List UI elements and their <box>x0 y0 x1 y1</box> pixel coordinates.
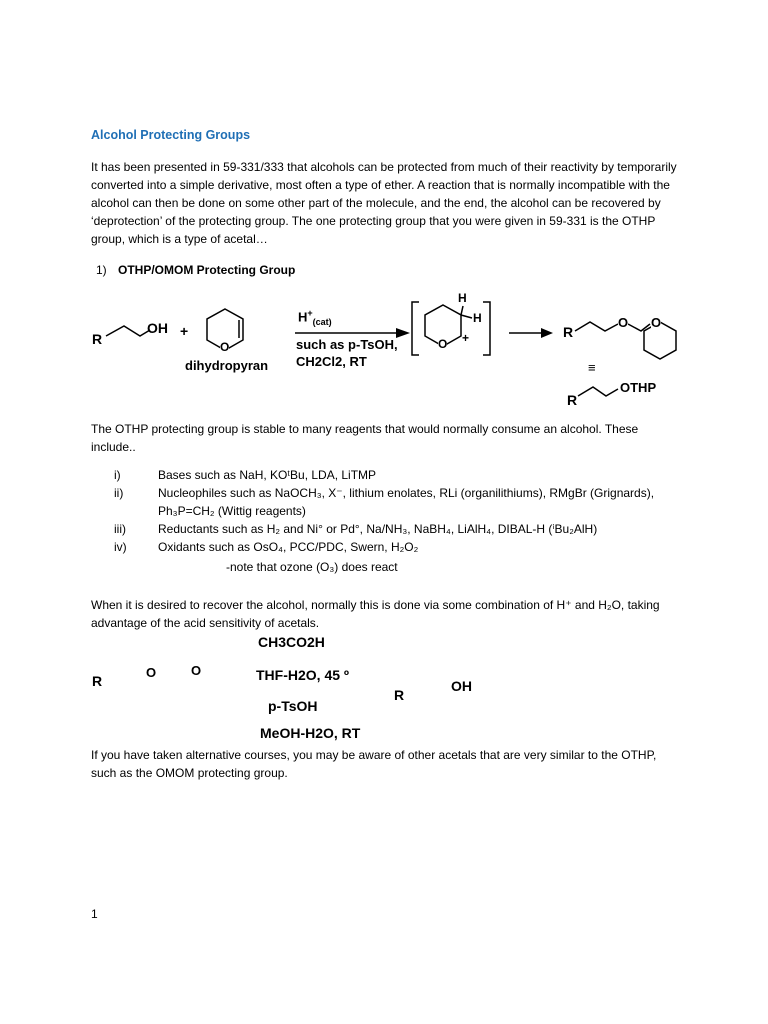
protection-scheme <box>0 0 768 420</box>
product-r-label: R <box>563 324 574 340</box>
list-item: iii) Reductants such as H₂ and Ni° or Pd°, Na/NH₃, NaBH₄, LiAlH₄, DIBAL-H (ⁱBu₂AlH) <box>114 522 598 536</box>
cation-plus-charge: + <box>462 331 470 345</box>
acetic-acid-label: CH3CO2H <box>258 634 325 650</box>
dihydropyran-label: dihydropyran <box>185 358 269 373</box>
scheme2-product-r: R <box>394 687 405 703</box>
scheme1-oh-label: OH <box>147 320 168 336</box>
scheme2-r-label: R <box>92 673 103 689</box>
solvent-label: CH2Cl2, RT <box>296 354 367 369</box>
othp-r-label: R <box>567 392 578 408</box>
scheme2-ether-oxygen: O <box>146 665 157 680</box>
intro-paragraph: It has been presented in 59-331/333 that alcohols can be protected from much of their reactivity by temporarily converted into a simple derivative, most often a type of ether. A reaction that is normally incompatible with the alcohol can then be done on some other part of the molecule, and the end, the alcohol can be recovered by ‘deprotection’ of the protecting group. The one protecting group that you were given in 59-331 is the OTHP group, which is a type of acetal… <box>91 160 677 246</box>
product-chain <box>575 322 618 331</box>
acid-catalyst-label: $H^+_{(cat)}$ <box>298 308 332 327</box>
scheme2-ring-oxygen: O <box>191 663 202 678</box>
deprotection-paragraph: When it is desired to recover the alcohol, normally this is done via some combination of H⁺ and H₂O, taking advantage of the acid sensitivity of acetals. <box>91 598 660 630</box>
cation-h-side: H <box>473 311 482 325</box>
dihydropyran-oxygen: O <box>220 340 230 354</box>
list-item: i) Bases such as NaH, KOᵗBu, LDA, LiTMP <box>114 468 377 482</box>
equivalence-symbol: ≡ <box>588 360 596 375</box>
section-title: OTHP/OMOM Protecting Group <box>118 263 296 277</box>
catalyst-example-label: such as p-TsOH, <box>296 337 398 352</box>
scheme1-r-label: R <box>92 331 103 347</box>
list-item: ii) Nucleophiles such as NaOCH₃, X⁻, lithium enolates, RLi (organilithiums), RMgBr (Grignards), Ph₃P=CH₂ (Wittig reagents) <box>114 486 655 518</box>
scheme2-product-oh: OH <box>451 678 472 694</box>
alternative-acetals-paragraph: If you have taken alternative courses, you may be aware of other acetals that are very similar to the OTHP, such as the OMOM protecting group. <box>91 748 657 780</box>
page-number: 1 <box>91 907 98 921</box>
reaction-arrow-2-head <box>541 328 553 338</box>
product-ring-oxygen: O <box>651 315 662 330</box>
othp-chain <box>578 387 618 396</box>
cation-h-top: H <box>458 291 467 305</box>
alcohol-chain <box>106 326 150 336</box>
scheme1-plus: + <box>180 323 189 339</box>
othp-label: OTHP <box>620 380 657 395</box>
reaction-arrow-1-head <box>396 328 410 338</box>
cation-oxygen: O <box>438 337 448 351</box>
methanol-water-condition: MeOH-H2O, RT <box>260 725 361 741</box>
stability-paragraph: The OTHP protecting group is stable to many reagents that would normally consume an alcohol. These include.. <box>91 422 639 454</box>
list-item: iv) Oxidants such as OsO₄, PCC/PDC, Swern, H₂O₂ <box>114 540 419 554</box>
product-ether-oxygen: O <box>618 315 629 330</box>
thf-water-condition: THF-H2O, 45 º <box>256 667 350 683</box>
ptsoh-label: p-TsOH <box>268 698 318 714</box>
reagent-list <box>114 466 684 556</box>
section-number: 1) <box>96 263 107 277</box>
page-title: Alcohol Protecting Groups <box>91 128 251 142</box>
ozone-note: -note that ozone (O₃) does react <box>226 560 398 574</box>
